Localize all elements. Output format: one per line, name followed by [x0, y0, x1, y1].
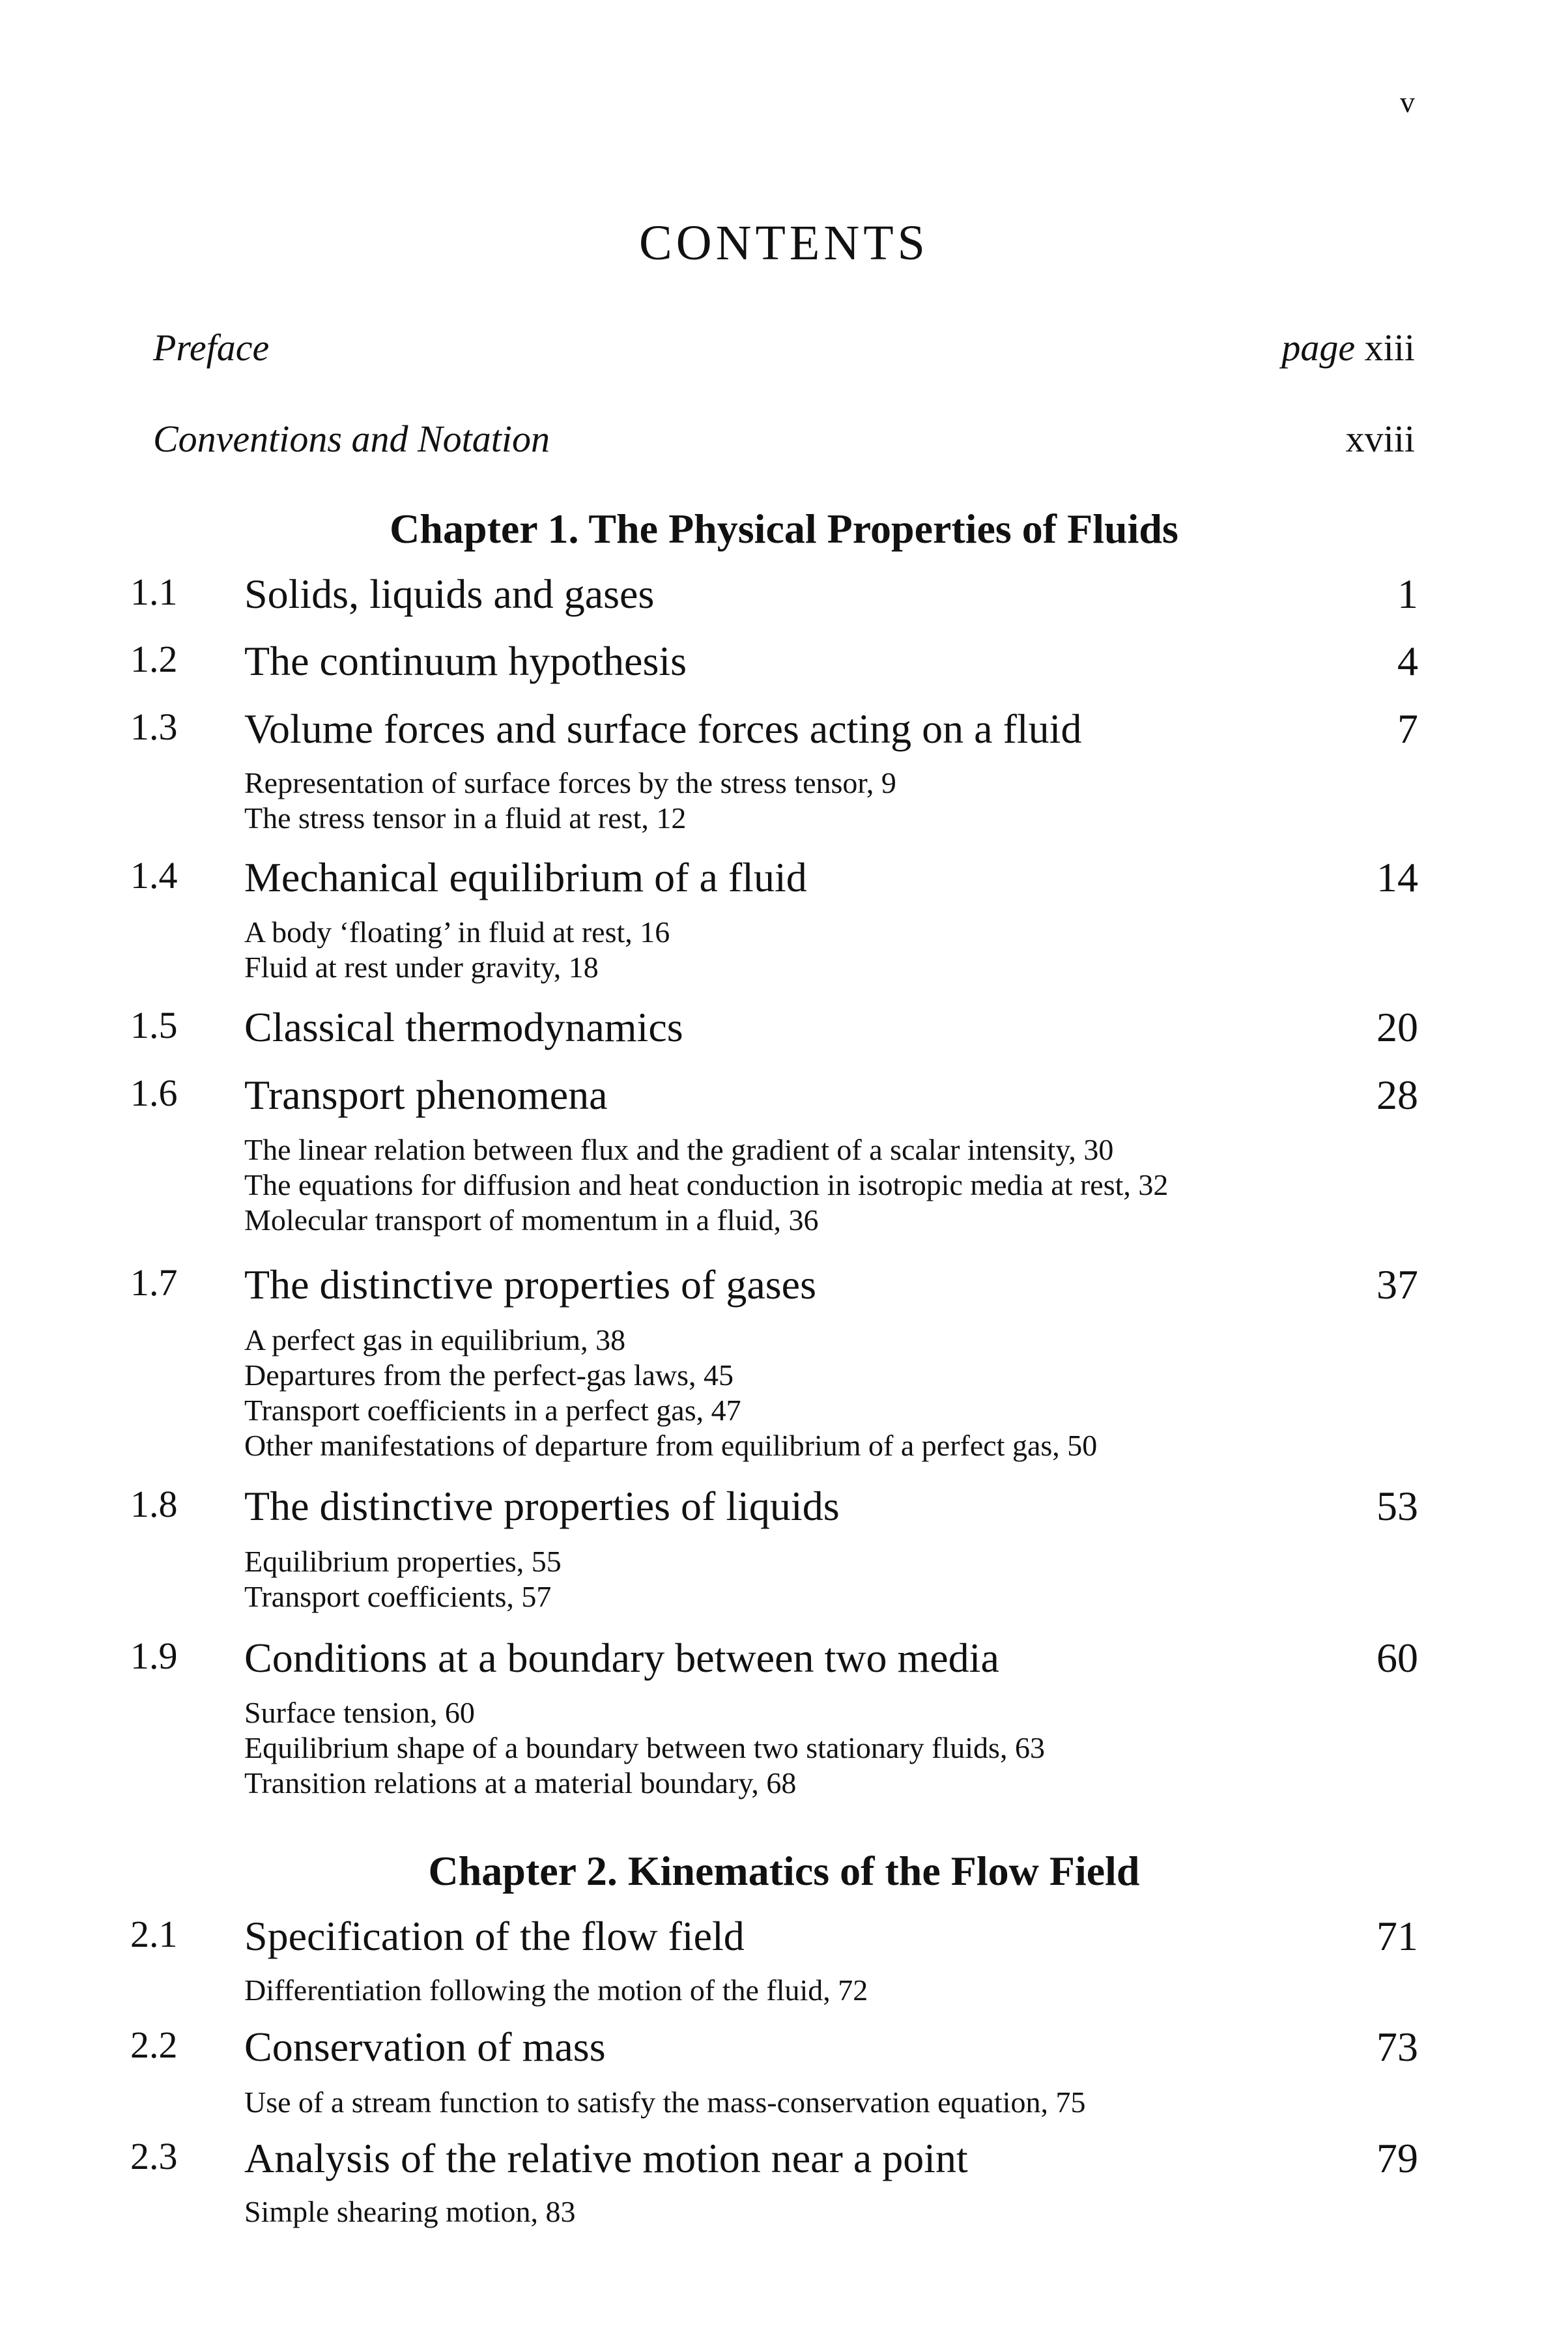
section-title: The continuum hypothesis: [244, 638, 687, 684]
subsection-list: [244, 1132, 1418, 1238]
section-page: 73: [1376, 2024, 1418, 2070]
subsection-entry: Departures from the perfect-gas laws, 45: [244, 1358, 734, 1392]
section-number: 1.3: [130, 706, 178, 748]
section-page: 53: [1376, 1483, 1418, 1529]
subsection-list: [244, 1323, 1418, 1463]
section-number: 1.1: [130, 571, 178, 613]
subsection-list: [244, 1973, 1418, 2008]
subsection-list: [244, 1695, 1418, 1801]
section-title: Solids, liquids and gases: [244, 571, 655, 617]
subsection-list: [244, 2194, 1418, 2230]
front-matter-title: Preface: [153, 326, 270, 369]
section-page: 28: [1376, 1072, 1418, 1118]
subsection-entry: Differentiation following the motion of the fluid, 72: [244, 1973, 868, 2007]
section-page: 20: [1376, 1004, 1418, 1050]
subsection-entry: Simple shearing motion, 83: [244, 2195, 576, 2228]
subsection-entry: Transition relations at a material boundary, 68: [244, 1766, 797, 1800]
subsection-entry: Equilibrium shape of a boundary between two stationary fluids, 63: [244, 1731, 1045, 1764]
section-number: 1.5: [130, 1004, 178, 1046]
section-title: Conditions at a boundary between two media: [244, 1635, 999, 1681]
subsection-entry: The stress tensor in a fluid at rest, 12: [244, 801, 687, 835]
section-page: 7: [1397, 706, 1418, 752]
subsection-list: [244, 915, 1418, 985]
section-number: 1.8: [130, 1483, 178, 1525]
section-number: 1.7: [130, 1261, 178, 1304]
chapter-title: Chapter 2. Kinematics of the Flow Field: [428, 1848, 1140, 1894]
subsection-entry: Other manifestations of departure from equilibrium of a perfect gas, 50: [244, 1429, 1098, 1462]
subsection-entry: A body ‘floating’ in fluid at rest, 16: [244, 915, 670, 949]
section-number: 1.4: [130, 854, 178, 896]
subsection-list: [244, 766, 1418, 836]
subsection-entry: A perfect gas in equilibrium, 38: [244, 1323, 626, 1356]
subsection-entry: Transport coefficients in a perfect gas, 47: [244, 1394, 741, 1427]
section-title: Analysis of the relative motion near a point: [244, 2135, 968, 2181]
front-matter-page: page xiii: [1281, 326, 1415, 369]
subsection-list: [244, 2085, 1418, 2120]
section-page: 37: [1376, 1261, 1418, 1308]
section-page: 71: [1376, 1913, 1418, 1959]
section-page: 4: [1397, 638, 1418, 684]
page-prefix: page: [1281, 326, 1356, 369]
front-matter-title: Conventions and Notation: [153, 418, 550, 460]
section-number: 1.2: [130, 638, 178, 680]
subsection-entry: Surface tension, 60: [244, 1696, 475, 1729]
subsection-entry: Use of a stream function to satisfy the mass-conservation equation, 75: [244, 2086, 1086, 2119]
section-number: 2.2: [130, 2024, 178, 2066]
chapter-title: Chapter 1. The Physical Properties of Fluids: [390, 506, 1178, 552]
subsection-entry: Molecular transport of momentum in a fluid, 36: [244, 1203, 819, 1237]
section-title: Conservation of mass: [244, 2024, 606, 2070]
subsection-entry: Representation of surface forces by the stress tensor, 9: [244, 766, 896, 799]
section-page: 79: [1376, 2135, 1418, 2181]
subsection-entry: The equations for diffusion and heat conduction in isotropic media at rest, 32: [244, 1168, 1169, 1201]
section-title: Volume forces and surface forces acting on a fluid: [244, 706, 1082, 752]
section-title: Transport phenomena: [244, 1072, 608, 1118]
section-title: Classical thermodynamics: [244, 1004, 683, 1050]
page-number: v: [1400, 85, 1415, 119]
subsection-entry: The linear relation between flux and the gradient of a scalar intensity, 30: [244, 1133, 1114, 1166]
section-number: 2.3: [130, 2135, 178, 2177]
subsection-entry: Transport coefficients, 57: [244, 1580, 552, 1613]
subsection-list: [244, 1544, 1418, 1614]
subsection-entry: Fluid at rest under gravity, 18: [244, 951, 599, 984]
front-matter-page: xviii: [1345, 418, 1415, 460]
section-title: Specification of the flow field: [244, 1913, 745, 1959]
section-title: Mechanical equilibrium of a fluid: [244, 854, 807, 900]
section-number: 1.6: [130, 1072, 178, 1114]
page-title: CONTENTS: [639, 216, 929, 270]
section-title: The distinctive properties of liquids: [244, 1483, 840, 1529]
section-page: 60: [1376, 1635, 1418, 1681]
section-title: The distinctive properties of gases: [244, 1261, 816, 1308]
subsection-entry: Equilibrium properties, 55: [244, 1545, 562, 1578]
section-number: 2.1: [130, 1913, 178, 1955]
section-page: 14: [1376, 854, 1418, 900]
section-page: 1: [1397, 571, 1418, 617]
section-number: 1.9: [130, 1635, 178, 1677]
